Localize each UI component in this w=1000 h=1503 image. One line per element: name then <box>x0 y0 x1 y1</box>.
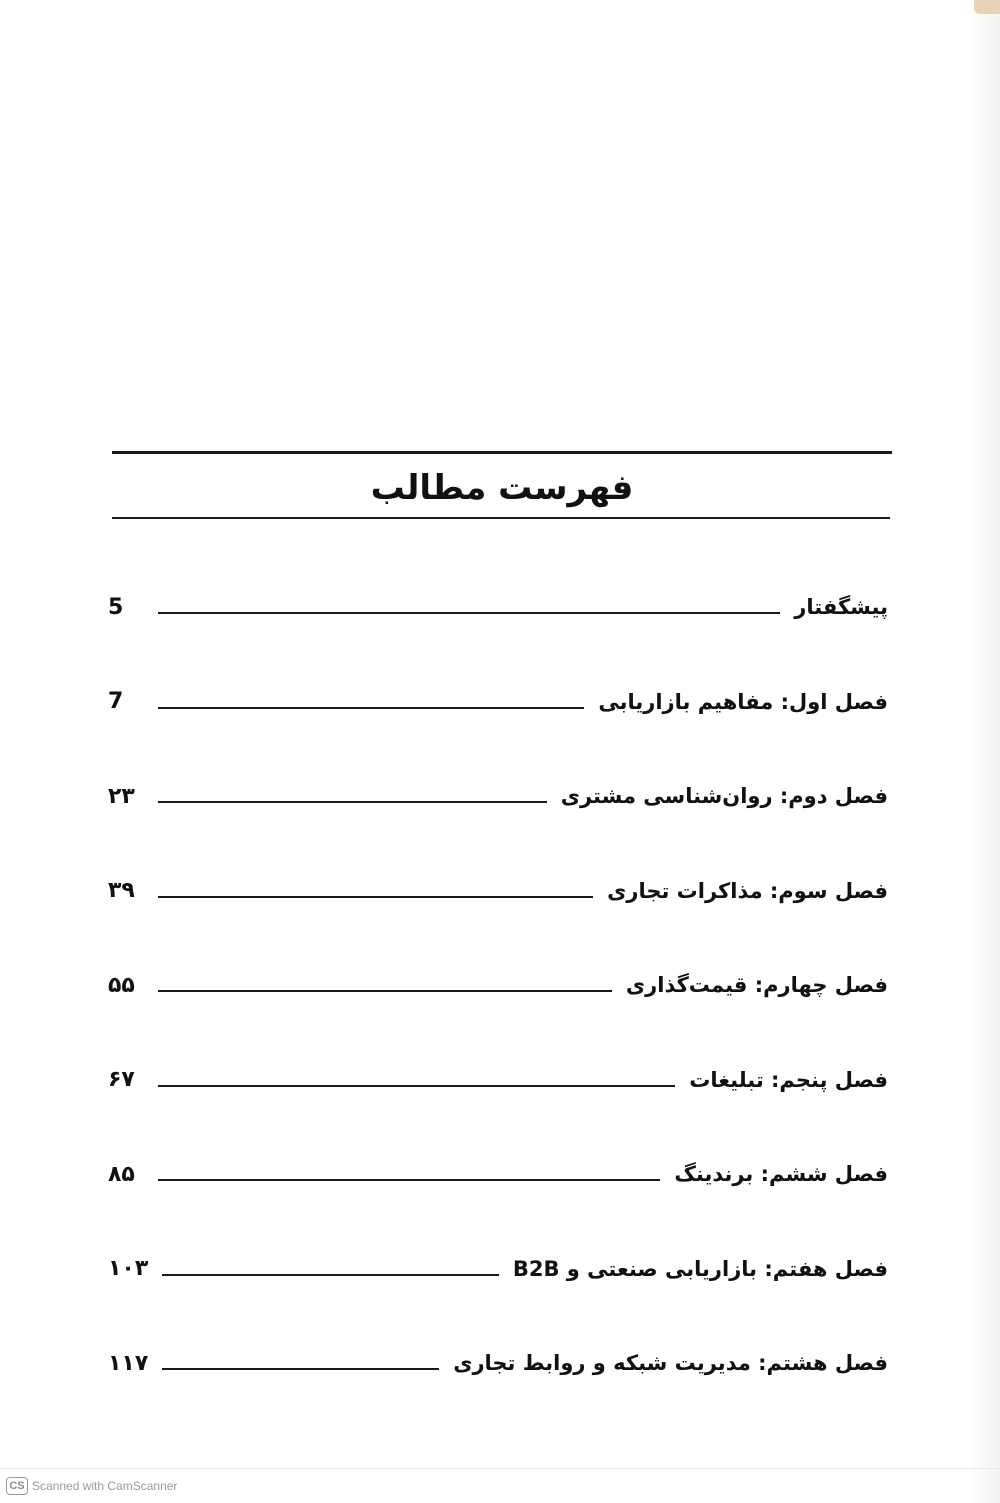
toc-entry-chapter-3 <box>108 844 888 939</box>
toc-entry-chapter-8 <box>108 1316 888 1411</box>
camscanner-logo-icon: CS <box>6 1477 28 1495</box>
toc-entry-chapter-2 <box>108 749 888 844</box>
toc-page-number: ۶۷ <box>108 1067 135 1093</box>
title-top-rule <box>112 451 892 454</box>
toc-entry-label: فصل دوم: روان‌شناسی مشتری <box>560 784 888 809</box>
toc-page-number: 7 <box>108 689 124 715</box>
toc-leader-line <box>162 1368 439 1370</box>
toc-leader-line <box>158 801 547 803</box>
toc-entry-label: فصل هفتم: بازاریابی صنعتی و B2B <box>512 1256 888 1281</box>
toc-page-number: ۲۳ <box>108 783 135 809</box>
toc-leader-line <box>162 1274 499 1276</box>
toc-entry-chapter-5 <box>108 1033 888 1128</box>
toc-page-number: ۳۹ <box>108 878 135 904</box>
toc-page-number: ۱۰۳ <box>108 1256 149 1282</box>
toc-page-number: ۱۱۷ <box>108 1350 149 1376</box>
toc-leader-line <box>158 612 780 614</box>
toc-entry-preface <box>108 560 888 655</box>
toc-entry-label: پیشگفتار <box>794 595 888 620</box>
scanner-watermark-text: Scanned with CamScanner <box>32 1479 178 1493</box>
toc-entry-label: فصل ششم: برندینگ <box>674 1162 888 1187</box>
toc-entry-label: فصل چهارم: قیمت‌گذاری <box>625 973 888 998</box>
toc-entry-chapter-6 <box>108 1127 888 1222</box>
toc-title: فهرست مطالب <box>370 468 634 508</box>
title-bottom-rule <box>112 517 890 519</box>
toc-entry-label: فصل پنجم: تبلیغات <box>689 1067 888 1092</box>
table-of-contents <box>108 560 888 1411</box>
toc-page-number: 5 <box>108 594 124 620</box>
page-bottom-edge <box>0 1468 1000 1469</box>
toc-leader-line <box>158 1179 660 1181</box>
page-corner-mark <box>974 0 1000 14</box>
toc-entry-label: فصل هشتم: مدیریت شبکه و روابط تجاری <box>453 1351 888 1376</box>
toc-page-number: ۵۵ <box>108 972 135 998</box>
toc-leader-line <box>158 990 612 992</box>
toc-leader-line <box>158 1085 675 1087</box>
toc-leader-line <box>158 707 584 709</box>
toc-entry-label: فصل سوم: مذاکرات تجاری <box>607 878 888 903</box>
toc-page-number: ۸۵ <box>108 1161 135 1187</box>
toc-entry-label: فصل اول: مفاهیم بازاریابی <box>598 689 888 714</box>
toc-entry-chapter-7 <box>108 1222 888 1317</box>
toc-entry-chapter-4 <box>108 938 888 1033</box>
toc-entry-chapter-1 <box>108 655 888 750</box>
scanner-watermark <box>6 1477 177 1495</box>
toc-leader-line <box>158 896 593 898</box>
